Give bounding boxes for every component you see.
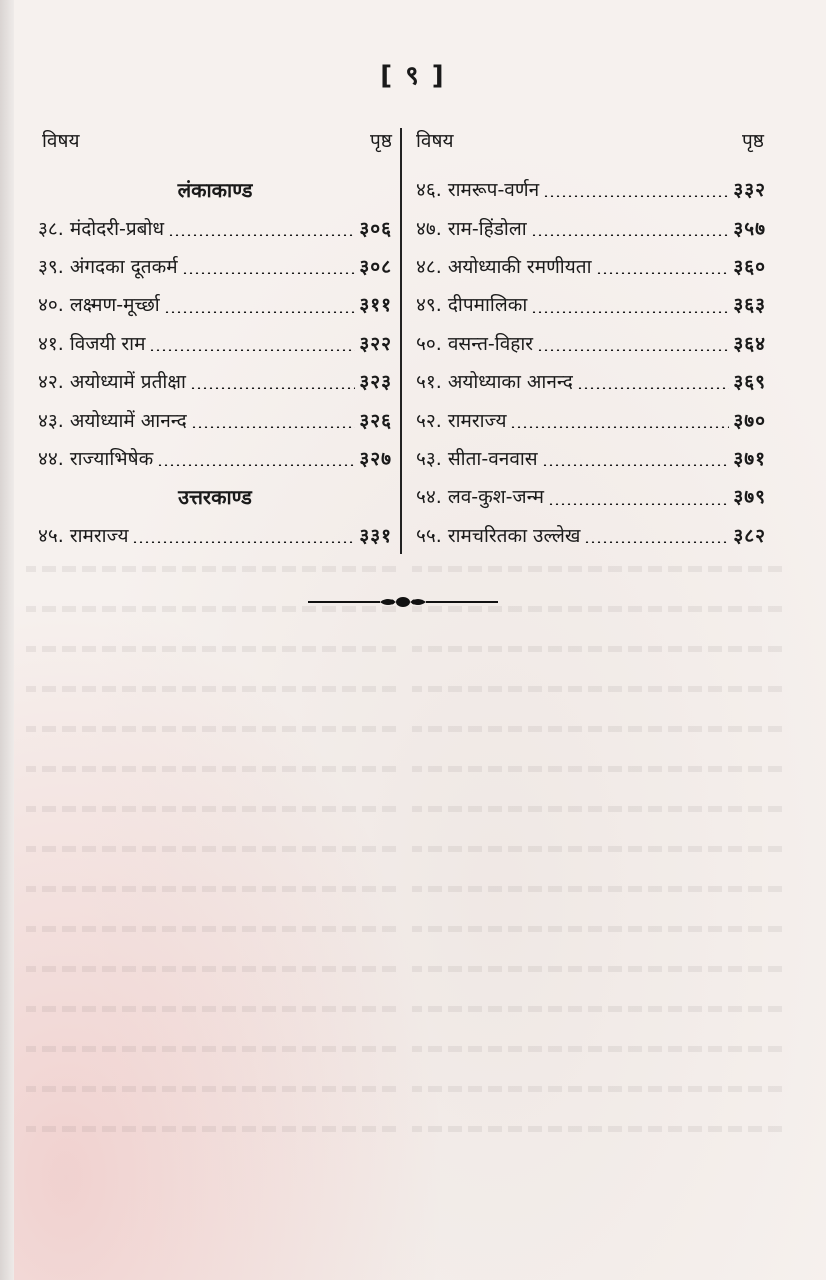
toc-entry (416, 170, 766, 208)
entry-page: ३६४ (733, 332, 766, 355)
entry-page: ३६९ (733, 371, 766, 394)
show-through-line (412, 646, 782, 652)
page-number: [ ९ ] (380, 61, 446, 91)
show-through-line (26, 1086, 396, 1092)
show-through-line (412, 966, 782, 972)
entry-page: ३२३ (359, 371, 392, 394)
dot-leader (531, 234, 730, 236)
show-through-line (412, 566, 782, 572)
section-heading-lankakand: लंकाकाण्ड (177, 177, 253, 202)
right-header-subject: विषय (416, 130, 454, 152)
dot-leader (132, 541, 355, 543)
entry-title: ५१. अयोध्याका आनन्द (416, 371, 573, 394)
dot-leader (531, 311, 729, 313)
show-through-line (26, 966, 396, 972)
entry-title: ५०. वसन्त-विहार (416, 332, 534, 355)
show-through-line (26, 726, 396, 732)
dot-leader (191, 426, 356, 428)
toc-entry (38, 208, 392, 246)
show-through-line (26, 806, 396, 812)
show-through-line (26, 1006, 396, 1012)
entry-title: ४३. अयोध्यामें आनन्द (38, 409, 187, 432)
left-contents-list (38, 170, 392, 554)
right-column-header (416, 127, 764, 153)
entry-title: ४४. राज्याभिषेक (38, 447, 154, 470)
show-through-line (26, 646, 396, 652)
toc-entry (38, 400, 392, 438)
dot-leader (543, 195, 729, 197)
show-through-line (412, 846, 782, 852)
entry-page: ३०६ (359, 217, 392, 240)
entry-title: ४७. राम-हिंडोला (416, 217, 527, 240)
entry-page: ३७१ (733, 447, 766, 470)
show-through-line (412, 1006, 782, 1012)
entry-title: ५२. रामराज्य (416, 409, 507, 432)
dot-leader (537, 349, 729, 351)
entry-page: ३११ (359, 294, 392, 317)
show-through-line (26, 1126, 396, 1132)
dot-leader (190, 387, 355, 389)
show-through-line (26, 766, 396, 772)
toc-entry (38, 439, 392, 477)
dot-leader (584, 541, 729, 543)
show-through-line (26, 926, 396, 932)
show-through-line (26, 686, 396, 692)
dot-leader (548, 503, 729, 505)
toc-entry (38, 324, 392, 362)
entry-page: ३२२ (359, 332, 392, 355)
dot-leader (157, 464, 355, 466)
show-through-line (412, 806, 782, 812)
toc-entry (416, 208, 766, 246)
toc-entry (416, 247, 766, 285)
divider-ornament (308, 592, 498, 612)
show-through-line (26, 886, 396, 892)
toc-entry (416, 439, 766, 477)
dot-leader (577, 387, 730, 389)
show-through-line (412, 1086, 782, 1092)
entry-title: ४५. रामराज्य (38, 524, 129, 547)
show-through-line (26, 566, 396, 572)
entry-title: ५५. रामचरितका उल्लेख (416, 524, 581, 547)
entry-page: ३०८ (359, 255, 392, 278)
entry-page: ३२७ (359, 447, 392, 470)
toc-entry (416, 362, 766, 400)
entry-page: ३६३ (733, 294, 766, 317)
toc-entry (38, 362, 392, 400)
entry-title: ४६. रामरूप-वर्णन (416, 179, 540, 202)
entry-page: ३५७ (733, 217, 766, 240)
entry-page: ३७० (733, 409, 766, 432)
toc-entry (416, 400, 766, 438)
toc-entry (416, 477, 766, 515)
section-heading-uttarkand: उत्तरकाण्ड (178, 484, 252, 509)
page-edge (0, 0, 14, 1280)
show-through-line (26, 846, 396, 852)
entry-page: ३२६ (359, 409, 392, 432)
right-contents-list (416, 170, 766, 554)
dot-leader (542, 464, 730, 466)
toc-entry (38, 285, 392, 323)
column-divider (400, 128, 402, 554)
entry-page: ३६० (733, 255, 766, 278)
left-header-subject: विषय (42, 130, 80, 152)
left-header-page: पृष्ठ (370, 130, 392, 152)
show-through-line (412, 766, 782, 772)
show-through-line (412, 1046, 782, 1052)
entry-title: ४१. विजयी राम (38, 332, 146, 355)
entry-title: ३९. अंगदका दूतकर्म (38, 255, 178, 278)
show-through-line (412, 886, 782, 892)
entry-page: ३८२ (733, 524, 766, 547)
left-column-header (42, 127, 392, 153)
dot-leader (149, 349, 355, 351)
toc-entry (416, 516, 766, 554)
show-through-line (26, 1046, 396, 1052)
dot-leader (182, 272, 356, 274)
entry-page: ३३२ (733, 179, 766, 202)
entry-page: ३३१ (359, 524, 392, 547)
toc-entry (416, 285, 766, 323)
entry-title: ३८. मंदोदरी-प्रबोध (38, 217, 165, 240)
entry-title: ४८. अयोध्याकी रमणीयता (416, 255, 592, 278)
toc-entry (38, 247, 392, 285)
entry-title: ५३. सीता-वनवास (416, 447, 538, 470)
entry-title: ४०. लक्ष्मण-मूर्च्छा (38, 294, 160, 317)
right-header-page: पृष्ठ (742, 130, 764, 152)
entry-page: ३७९ (733, 486, 766, 509)
show-through-line (412, 926, 782, 932)
dot-leader (596, 272, 730, 274)
show-through-line (412, 726, 782, 732)
toc-entry (38, 516, 392, 554)
show-through-line (412, 686, 782, 692)
entry-title: ४२. अयोध्यामें प्रतीक्षा (38, 371, 186, 394)
entry-title: ४९. दीपमालिका (416, 294, 528, 317)
toc-entry (416, 324, 766, 362)
show-through-line (412, 1126, 782, 1132)
entry-title: ५४. लव-कुश-जन्म (416, 486, 545, 509)
dot-leader (164, 311, 356, 313)
dot-leader (168, 234, 355, 236)
dot-leader (510, 426, 729, 428)
